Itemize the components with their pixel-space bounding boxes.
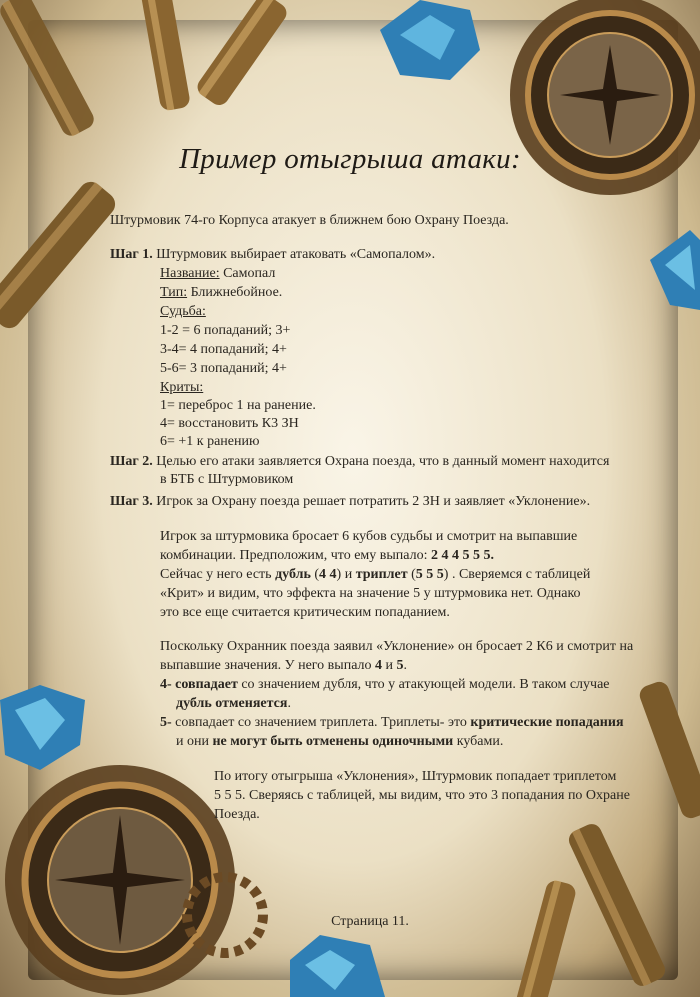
para2-line: [176, 695, 291, 713]
text-span: со значением дубля, что у атакующей модели. В таком случае: [237, 677, 610, 692]
text-span: и: [382, 658, 397, 673]
para3-line: Поезда.: [214, 807, 260, 822]
page-title: Пример отыгрыша атаки:: [179, 143, 521, 175]
weapon-type-value: Ближнебойное.: [187, 285, 283, 300]
para1-line: [160, 547, 494, 565]
bold-term: 5-: [160, 715, 172, 730]
fate-label: Судьба:: [160, 304, 206, 319]
para3-line: По итогу отыгрыша «Уклонения», Штурмовик попадает триплетом: [214, 769, 617, 784]
weapon-type-label: Тип:: [160, 285, 188, 300]
intro-text: Штурмовик 74-го Корпуса атакует в ближнем бою Охрану Поезда.: [110, 213, 509, 228]
weapon-type: [160, 284, 282, 302]
bullet-shell: [512, 879, 577, 997]
bold-term: триплет: [355, 567, 408, 582]
text-span: кубами.: [453, 734, 504, 749]
crit-line: 1= переброс 1 на ранение.: [160, 398, 316, 413]
crit-line: 6= +1 к ранению: [160, 434, 260, 449]
step-2: [110, 453, 609, 471]
weapon-name-label: Название:: [160, 266, 220, 281]
bold-term: критические попадания: [470, 715, 624, 730]
text-span: (: [407, 567, 416, 582]
step-2-text-cont: в БТБ с Штурмовиком: [160, 472, 294, 487]
bold-term: 4- совпадает: [160, 677, 238, 692]
blue-crystal: [380, 0, 480, 80]
crit-line: 4= восстановить К3 ЗН: [160, 416, 299, 431]
text-span: и они: [176, 734, 213, 749]
text-span: ) и: [336, 567, 356, 582]
blue-crystal: [650, 230, 700, 310]
text-span: (: [310, 567, 320, 582]
para2-line: Поскольку Охранник поезда заявил «Уклонение» он бросает 2 К6 и смотрит на: [160, 639, 634, 654]
fate-line: 1-2 = 6 попаданий; 3+: [160, 323, 291, 338]
text-span: совпадает со значением триплета. Триплеты- это: [171, 715, 471, 730]
crits-label: Криты:: [160, 380, 204, 395]
step-1-text: Штурмовик выбирает атаковать «Самопалом».: [152, 247, 436, 262]
weapon-name-value: Самопал: [219, 266, 276, 281]
para2-line: [160, 657, 407, 675]
bullet-shell: [637, 679, 700, 821]
step-1: [110, 246, 435, 264]
step-2-text: Целью его атаки заявляется Охрана поезда, что в данный момент находится: [152, 454, 610, 469]
para3-line: 5 5 5. Сверяясь с таблицей, мы видим, что это 3 попадания по Охране: [214, 788, 630, 803]
bold-term: не могут быть отменены одиночными: [212, 734, 454, 749]
text-span: .: [403, 658, 408, 673]
bold-term: 5 5 5: [415, 567, 444, 582]
text-span: .: [287, 696, 291, 711]
para2-line: [160, 676, 610, 694]
bold-term: 4 4: [319, 567, 337, 582]
text-span: выпавшие значения. У него выпало: [160, 658, 376, 673]
bold-term: дубль отменяется: [176, 696, 288, 711]
para2-line: [176, 733, 503, 751]
bullet-shell: [0, 0, 97, 139]
step-3-label: Шаг 3.: [110, 494, 153, 509]
text-span: ) . Сверяемся с таблицей: [443, 567, 591, 582]
fate-line: 3-4= 4 попаданий; 4+: [160, 342, 287, 357]
bullet-shell: [0, 177, 120, 333]
blue-crystal: [290, 935, 385, 997]
weapon-name: [160, 265, 275, 283]
text-span: комбинации. Предположим, что ему выпало:: [160, 548, 431, 563]
step-3: [110, 493, 590, 511]
step-2-label: Шаг 2.: [110, 454, 153, 469]
bold-term: 4: [375, 658, 383, 673]
dice-roll: 2 4 4 5 5 5.: [430, 548, 494, 563]
para1-line: [160, 566, 590, 584]
para1-line: «Крит» и видим, что эффекта на значение 5 у штурмовика нет. Однако: [160, 586, 581, 601]
bullet-shell: [139, 0, 191, 112]
bullet-shell: [566, 821, 669, 989]
bullet-shell: [194, 0, 291, 109]
para2-line: [160, 714, 624, 732]
bold-term: 5: [396, 658, 404, 673]
blue-crystal: [0, 685, 85, 770]
bold-term: дубль: [275, 567, 311, 582]
text-span: Сейчас у него есть: [160, 567, 276, 582]
step-3-text: Игрок за Охрану поезда решает потратить 2 ЗН и заявляет «Уклонение».: [152, 494, 591, 509]
para1-line: Игрок за штурмовика бросает 6 кубов судьбы и смотрит на выпавшие: [160, 529, 578, 544]
step-1-label: Шаг 1.: [110, 247, 153, 262]
para1-line: это все еще считается критическим попаданием.: [160, 605, 450, 620]
page-number: Страница 11.: [331, 914, 409, 929]
fate-line: 5-6= 3 попаданий; 4+: [160, 361, 287, 376]
